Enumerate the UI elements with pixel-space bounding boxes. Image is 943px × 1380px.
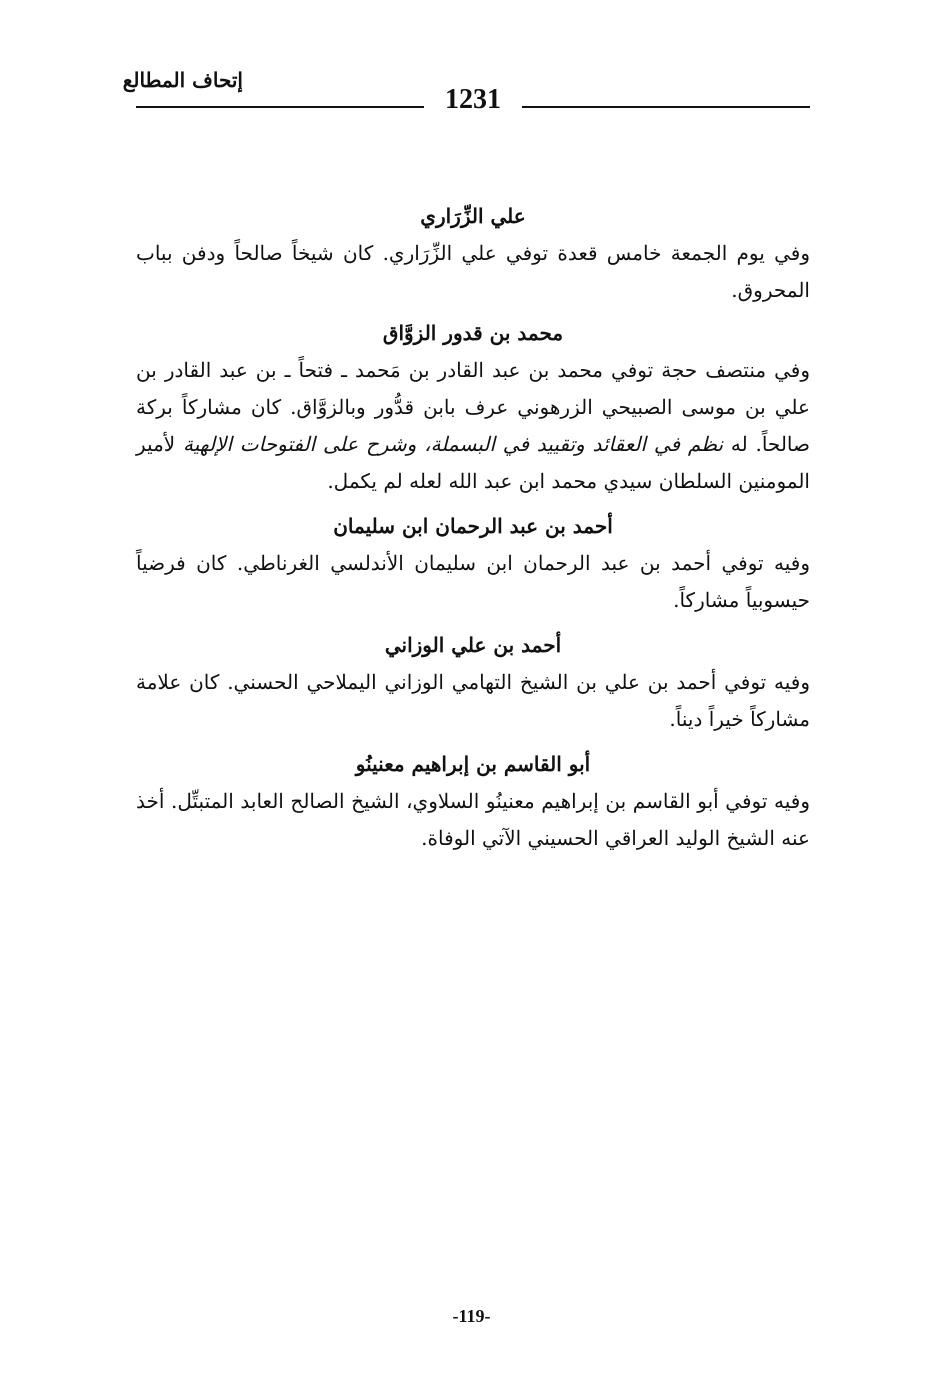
entry-title: أحمد بن علي الوزاني xyxy=(384,633,562,657)
entry-title: أبو القاسم بن إبراهيم معنينُو xyxy=(355,752,591,776)
page-content xyxy=(136,198,810,863)
entry-title: أحمد بن عبد الرحمان ابن سليمان xyxy=(333,514,613,538)
work-titles-italic: نظم في العقائد وتقييد في البسملة، وشرح على الفتوحات الإلهية xyxy=(182,432,724,456)
entry-body-text: لأمير المومنين السلطان سيدي محمد ابن عبد الله لعله لم يكمل. xyxy=(136,432,810,493)
entry-title: علي الزِّرَاري xyxy=(420,204,526,228)
running-head-title: إتحاف المطالع xyxy=(122,68,243,92)
entry-title: محمد بن قدور الزوَّاق xyxy=(382,321,564,345)
entry-body: وفي يوم الجمعة خامس قعدة توفي علي الزِّرَاري. كان شيخاً صالحاً ودفن بباب المحروق. xyxy=(136,241,810,302)
entry-body: وفيه توفي أبو القاسم بن إبراهيم معنينُو السلاوي، الشيخ الصالح العابد المتبتِّل. أخذ عنه الشيخ الوليد العراقي الحسيني الآتي الوفاة. xyxy=(136,789,810,850)
entry-body: وفيه توفي أحمد بن عبد الرحمان ابن سليمان الأندلسي الغرناطي. كان فرضياً حيسوبياً مشاركاً. xyxy=(136,551,810,612)
header-rule-left xyxy=(136,106,424,108)
header-rule-right xyxy=(522,106,810,108)
entry-body xyxy=(136,352,810,500)
entry-body-text: وفي منتصف حجة توفي محمد بن عبد القادر بن مَحمد ـ فتحاً ـ بن عبد القادر بن علي بن موسى الصبيحي الزرهوني عرف بابن قدُّور وبالزوَّاق. كان مشاركاً بركة صالحاً. له xyxy=(136,358,811,456)
year-heading: 1231 xyxy=(445,84,501,115)
page-number: -119- xyxy=(452,1306,491,1326)
entry-body: وفيه توفي أحمد بن علي بن الشيخ التهامي الوزاني اليملاحي الحسني. كان علامة مشاركاً خيراً ديناً. xyxy=(136,670,810,731)
